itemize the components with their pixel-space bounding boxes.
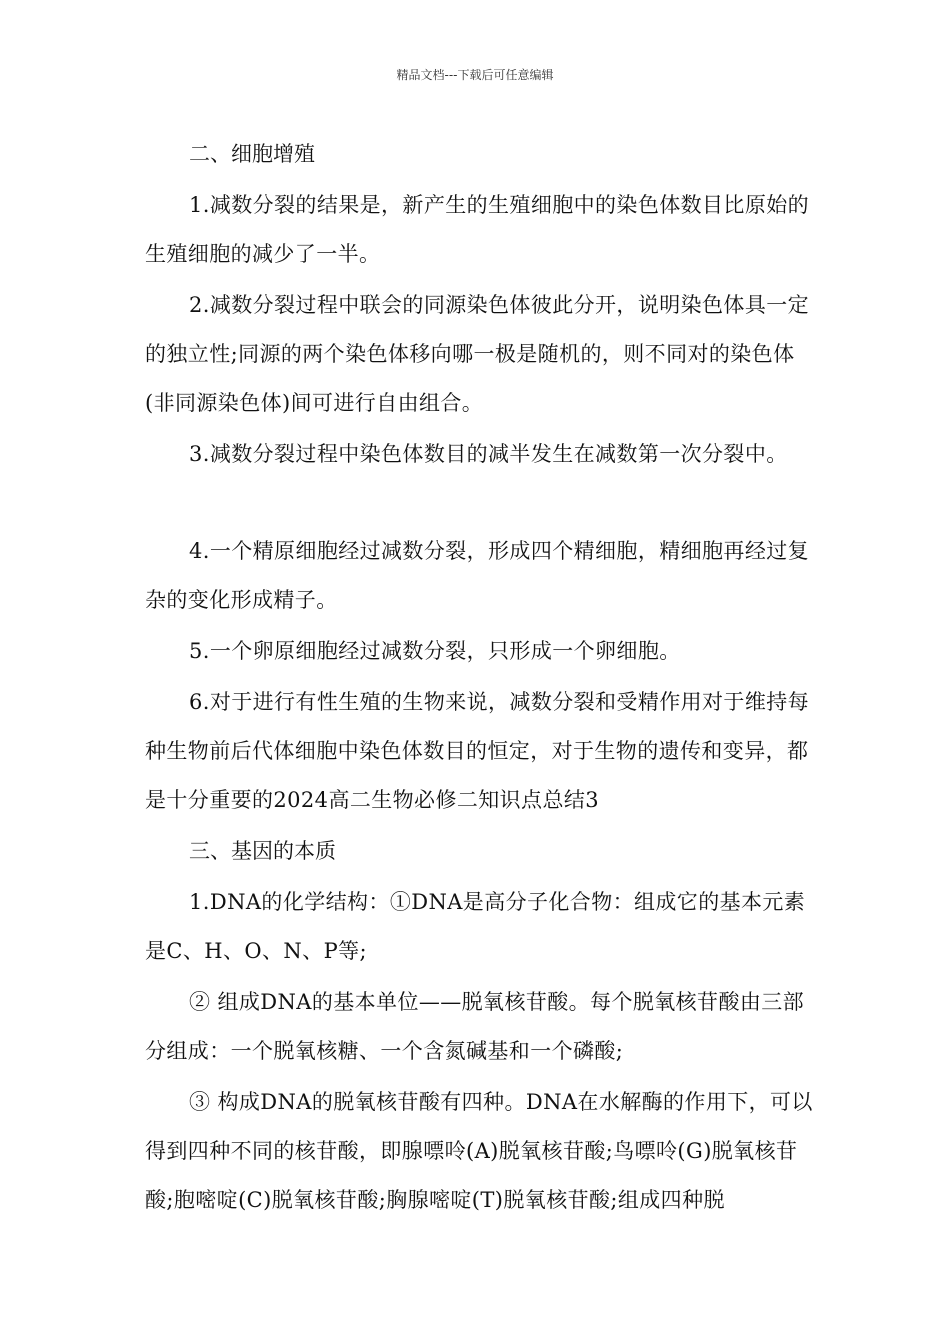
section-heading-gene-nature: 三、基因的本质 xyxy=(189,839,336,863)
paragraph-dna-1: 1.DNA的化学结构：①DNA是高分子化合物：组成它的基本元素是C、H、O、N、P等; xyxy=(145,890,806,963)
paragraph-2: 2.减数分裂过程中联会的同源染色体彼此分开，说明染色体具一定的独立性;同源的两个染色体移向哪一极是随机的，则不同对的染色体(非同源染色体)间可进行自由组合。 xyxy=(145,293,810,415)
paragraph-1: 1.减数分裂的结果是，新产生的生殖细胞中的染色体数目比原始的生殖细胞的减少了一半。 xyxy=(145,193,810,266)
paragraph-6: 6.对于进行有性生殖的生物来说，减数分裂和受精作用对于维持每种生物前后代体细胞中染色体数目的恒定，对于生物的遗传和变异，都是十分重要的2024高二生物必修二知识点总结3 xyxy=(145,690,810,812)
paragraph-4: 4.一个精原细胞经过减数分裂，形成四个精细胞，精细胞再经过复杂的变化形成精子。 xyxy=(145,539,810,612)
document-body xyxy=(145,130,815,1227)
page-header: 精品文档---下载后可任意编辑 xyxy=(396,68,554,82)
section-heading-cell-proliferation: 二、细胞增殖 xyxy=(189,142,315,166)
blank-line xyxy=(145,481,815,527)
paragraph-dna-3: ③ 构成DNA的脱氧核苷酸有四种。DNA在水解酶的作用下，可以得到四种不同的核苷酸，即腺嘌呤(A)脱氧核苷酸;鸟嘌呤(G)脱氧核苷酸;胞嘧啶(C)脱氧核苷酸;胸腺嘧啶(T)脱氧核苷酸;组成四种脱 xyxy=(145,1090,813,1212)
paragraph-dna-2: ② 组成DNA的基本单位——脱氧核苷酸。每个脱氧核苷酸由三部分组成：一个脱氧核糖、一个含氮碱基和一个磷酸; xyxy=(145,990,805,1063)
paragraph-5: 5.一个卵原细胞经过减数分裂，只形成一个卵细胞。 xyxy=(189,639,681,663)
paragraph-3: 3.减数分裂过程中染色体数目的减半发生在减数第一次分裂中。 xyxy=(189,442,788,466)
